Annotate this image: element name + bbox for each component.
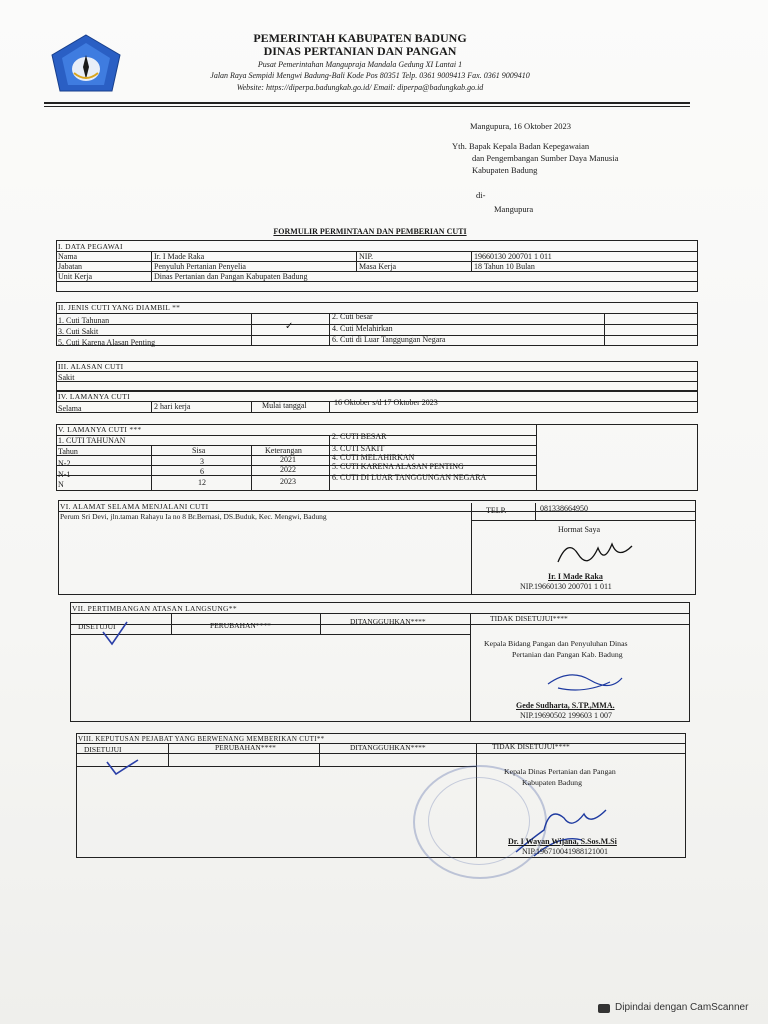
jenis-cuti-2: 2. Cuti besar (332, 312, 373, 321)
jenis-cuti-5: 5. Cuti Karena Alasan Penting (58, 338, 156, 347)
jenis-cuti-6: 6. Cuti di Luar Tanggungan Negara (332, 335, 446, 344)
signer-2-nip: NIP.19690502 199603 1 007 (520, 711, 613, 720)
jenis-cuti-3: 3. Cuti Sakit (58, 327, 99, 336)
row-tahun: N-1 (58, 470, 71, 479)
signer-3-nip: NIP.196710041988121001 (522, 847, 609, 856)
alasan-value: Sakit (58, 373, 75, 382)
jabatan-label: Jabatan (58, 262, 82, 271)
form-title: FORMULIR PERMINTAAN DAN PEMBERIAN CUTI (273, 227, 467, 236)
kadis-title-1: Kepala Dinas Pertanian dan Pangan (504, 767, 616, 776)
mulai-label: Mulai tanggal (262, 401, 307, 410)
hormat-saya: Hormat Saya (558, 525, 600, 534)
gov-name: PEMERINTAH KABUPATEN BADUNG (253, 31, 467, 45)
kadis-title-2: Kabupaten Badung (522, 778, 582, 787)
col-sisa: Sisa (192, 446, 206, 455)
cuti-alasan-penting-heading: 5. CUTI KARENA ALASAN PENTING (332, 462, 464, 471)
cuti-sakit-heading: 3. CUTI SAKIT (332, 444, 385, 453)
unit-kerja-value: Dinas Pertanian dan Pangan Kabupaten Badung (154, 272, 308, 281)
row-tahun: N (58, 480, 64, 489)
recipient-line-3: Kabupaten Badung (472, 165, 538, 175)
section-title-1: I. DATA PEGAWAI (58, 242, 123, 251)
nama-value: Ir. I Made Raka (154, 252, 205, 261)
section-title-6: VI. ALAMAT SELAMA MENJALANI CUTI (60, 502, 209, 511)
section-title-4: IV. LAMANYA CUTI (58, 392, 130, 401)
telp-value: 081338664950 (540, 504, 588, 513)
kabid-title-2: Pertanian dan Pangan Kab. Badung (512, 650, 623, 659)
row-keterangan: 2021 (280, 455, 296, 464)
cuti-melahirkan-heading: 4. CUTI MELAHIRKAN (332, 453, 415, 462)
recipient-city: Mangupura (494, 204, 534, 214)
section-title-8: VIII. KEPUTUSAN PEJABAT YANG BERWENANG MEMBERIKAN CUTI** (78, 735, 325, 743)
place-date: Mangupura, 16 Oktober 2023 (470, 121, 572, 131)
signer-3-name: Dr. I Wayan Wijana, S.Sos.M.Si (508, 837, 617, 846)
opt-ditangguhkan: DITANGGUHKAN**** (350, 743, 426, 752)
camscanner-icon (598, 1004, 610, 1013)
unit-kerja-label: Unit Kerja (58, 272, 92, 281)
opt-perubahan: PERUBAHAN**** (215, 743, 276, 752)
masa-kerja-label: Masa Kerja (359, 262, 397, 271)
row-sisa: 12 (198, 478, 206, 487)
masa-kerja-value: 18 Tahun 10 Bulan (474, 262, 535, 271)
header-rule (44, 102, 690, 104)
telp-label: TELP. (486, 506, 507, 515)
section-title-7: VII. PERTIMBANGAN ATASAN LANGSUNG** (72, 604, 237, 613)
section-title-2: II. JENIS CUTI YANG DIAMBIL ** (58, 303, 181, 312)
nip-value: 19660130 200701 1 011 (474, 252, 552, 261)
cuti-tahunan-heading: 1. CUTI TAHUNAN (58, 436, 126, 445)
address-line-2: Jalan Raya Sempidi Mengwi Badung-Bali Kode Pos 80351 Telp. 0361 9009413 Fax. 0361 9009410 (210, 71, 530, 80)
opt-perubahan: PERUBAHAN**** (210, 621, 271, 630)
signature-kabid (540, 664, 630, 696)
checkmark-icon (104, 754, 140, 778)
opt-disetujui: DISETUJUI (84, 745, 122, 754)
selama-value: 2 hari kerja (154, 402, 191, 411)
row-sisa: 6 (200, 467, 204, 476)
opt-tidak-disetujui: TIDAK DISETUJUI**** (490, 614, 568, 623)
section-title-3: III. ALASAN CUTI (58, 362, 124, 371)
nip-label: NIP. (359, 252, 374, 261)
row-tahun: N-2 (58, 459, 71, 468)
camscanner-watermark: Dipindai dengan CamScanner (615, 1002, 749, 1013)
alamat-value: Perum Sri Devi, jln.taman Rahayu Ia no 8 Br.Bernasi, DS.Buduk, Kec. Mengwi, Badung (60, 512, 327, 521)
badung-regency-logo (50, 33, 122, 93)
di-label: di- (476, 190, 486, 200)
jenis-cuti-4: 4. Cuti Melahirkan (332, 324, 393, 333)
recipient-line-2: dan Pengembangan Sumber Daya Manusia (472, 153, 619, 163)
opt-ditangguhkan: DITANGGUHKAN**** (350, 617, 426, 626)
opt-disetujui: DISETUJUI (78, 622, 116, 631)
jabatan-value: Penyuluh Pertanian Penyelia (154, 262, 246, 271)
signer-1-name: Ir. I Made Raka (548, 572, 603, 581)
section-title-5: V. LAMANYA CUTI *** (58, 425, 142, 434)
col-keterangan: Keterangan (265, 446, 302, 455)
mulai-value: 16 Oktober s/d 17 Oktober 2023 (334, 398, 438, 407)
dept-name: DINAS PERTANIAN DAN PANGAN (263, 44, 457, 58)
section-alasan-cuti (56, 361, 698, 391)
header-rule-thin (44, 106, 690, 107)
signature-applicant (548, 534, 638, 570)
col-tahun: Tahun (58, 447, 78, 456)
row-keterangan: 2022 (280, 465, 296, 474)
cuti-luar-tanggungan-heading: 6. CUTI DI LUAR TANGGUNGAN NEGARA (332, 473, 487, 482)
cuti-besar-heading: 2. CUTI BESAR (332, 432, 387, 441)
kabid-title-1: Kepala Bidang Pangan dan Penyuluhan Dinas (484, 639, 628, 648)
selama-label: Selama (58, 404, 82, 413)
website-email: Website: https://diperpa.badungkab.go.id/ Email: diperpa@badungkab.go.id (236, 83, 484, 92)
jenis-cuti-1: 1. Cuti Tahunan (58, 316, 110, 325)
opt-tidak-disetujui: TIDAK DISETUJUI**** (492, 742, 570, 751)
address-line-1: Pusat Pemerintahan Mangupraja Mandala Gedung XI Lantai 1 (257, 60, 463, 69)
signer-2-name: Gede Sudharta, S.TP.,MMA. (516, 701, 615, 710)
signer-1-nip: NIP.19660130 200701 1 011 (520, 582, 612, 591)
checkmark-icon (100, 618, 130, 648)
jenis-cuti-check: ✓ (285, 321, 294, 332)
row-keterangan: 2023 (280, 477, 296, 486)
row-sisa: 3 (200, 457, 204, 466)
recipient-line-1: Yth. Bapak Kepala Badan Kepegawaian (452, 141, 590, 151)
nama-label: Nama (58, 252, 78, 261)
